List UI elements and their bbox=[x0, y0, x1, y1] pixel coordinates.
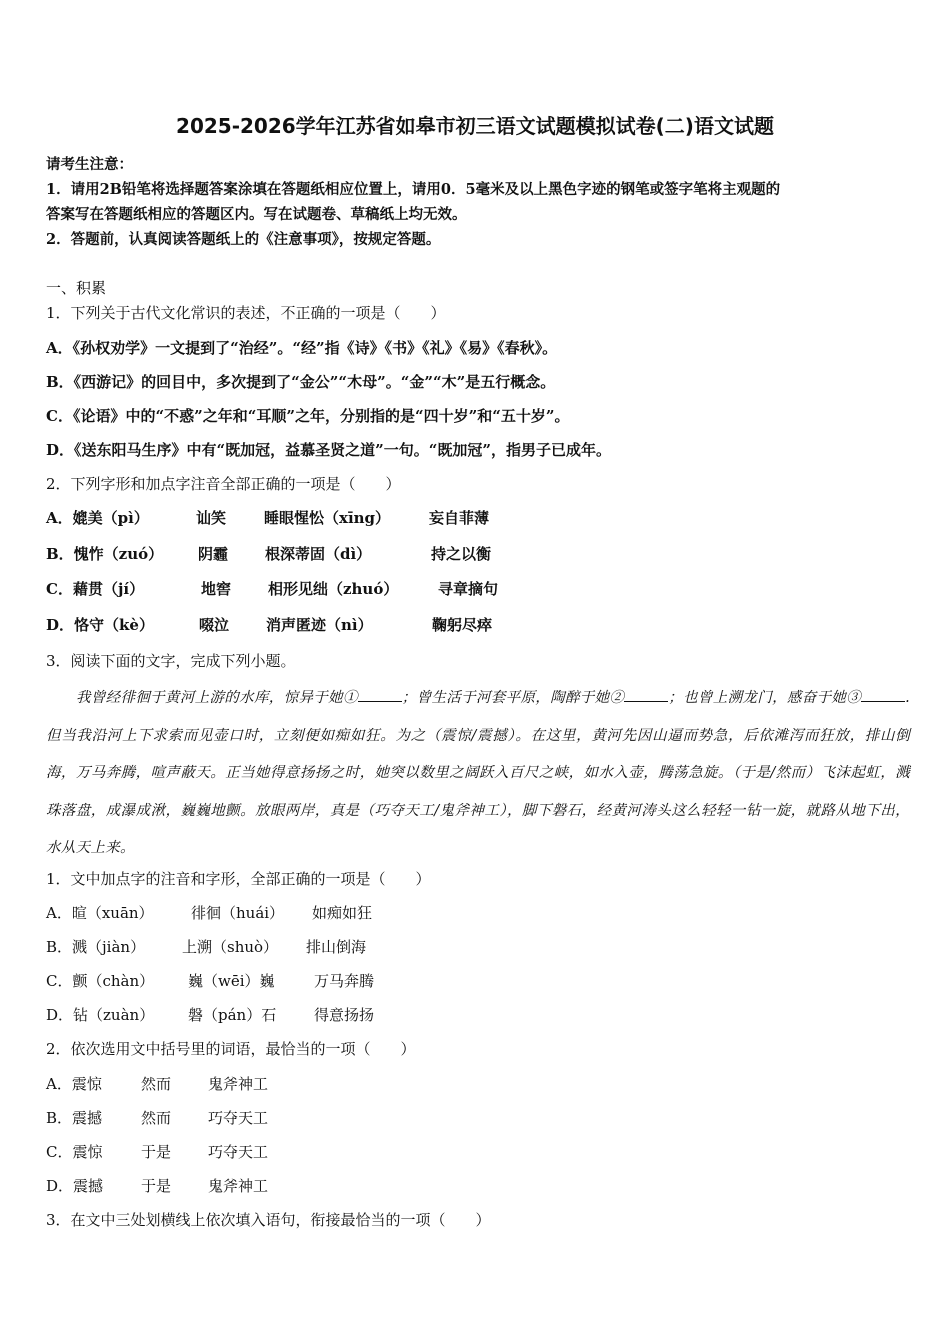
page-title: 2025-2026学年江苏省如皋市初三语文试题模拟试卷(二)语文试题 bbox=[176, 114, 774, 138]
q2-d-part2: 啜泣 bbox=[199, 616, 230, 634]
passage-part-2: ；曾生活于河套平原，陶醉于她② bbox=[401, 690, 625, 706]
sub1-a-part2: 徘徊（huái） bbox=[191, 904, 285, 922]
q2-b-part4: 持之以衡 bbox=[431, 545, 492, 563]
q1-option-a[interactable]: A．《孙权劝学》一文提到了“治经”。“经”指《诗》《书》《礼》《易》《春秋》。 bbox=[46, 339, 558, 357]
q2-a-part3: 睡眼惺忪（xīng） bbox=[264, 509, 391, 527]
sub1-d-part1: D．钻（zuàn） bbox=[46, 1006, 155, 1024]
notice-line-1b: 答案写在答题纸相应的答题区内。写在试题卷、草稿纸上均无效。 bbox=[46, 206, 467, 223]
q2-c-part3: 相形见绌（zhuó） bbox=[268, 580, 399, 598]
sub2-a-part2: 然而 bbox=[141, 1075, 172, 1093]
sub1-d-part2: 磐（pán）石 bbox=[188, 1006, 277, 1024]
notice-line-1a: 1．请用2B铅笔将选择题答案涂填在答题纸相应位置上，请用0．5毫米及以上黑色字迹的钢笔或签字笔将主观题的 bbox=[46, 181, 781, 198]
sub2-stem: 2．依次选用文中括号里的词语，最恰当的一项（ ） bbox=[46, 1040, 416, 1058]
sub1-stem: 1．文中加点字的注音和字形，全部正确的一项是（ ） bbox=[46, 870, 431, 888]
passage-part-5: .但当我沿河上下求索而见壶口时，立刻便如痴如狂。为之（震惊/震撼）。在这里，黄河先因山逼而势急，后依滩泻而狂放，排山倒海，万马奔腾，喧声蔽天。正当她得意扬扬之时，她突以数里之阔跃入百尺之峡，如水入壶，腾荡急旋。（于是/然而）飞沫起虹，溅珠落盘，成瀑成湫，巍巍地颤。放眼两岸，真是（巧夺天工/鬼斧神工），脚下磐石，经黄河涛头这么轻轻一钻一旋，就路从地下出，水从天上来。 bbox=[46, 690, 910, 856]
passage-part-3: ；也曾上溯龙门，感 bbox=[668, 690, 802, 706]
sub2-d-part2: 于是 bbox=[141, 1177, 172, 1195]
q2-a-part1: A．媲美（pì） bbox=[46, 509, 149, 527]
passage-part-1: 我曾经徘徊于黄河上游的水库，惊异于她① bbox=[76, 690, 358, 706]
sub2-d-part3: 鬼斧神工 bbox=[208, 1177, 269, 1195]
section-heading: 一、积累 bbox=[46, 279, 107, 297]
q1-option-b[interactable]: B．《西游记》的回目中，多次提到了“金公”“木母”。“金”“木”是五行概念。 bbox=[46, 373, 556, 391]
sub1-c-part3: 万马奔腾 bbox=[314, 972, 375, 990]
q2-b-part2: 阴霾 bbox=[198, 545, 229, 563]
q2-stem: 2．下列字形和加点字注音全部正确的一项是（ ） bbox=[46, 475, 401, 493]
sub2-d-part1: D．震撼 bbox=[46, 1177, 104, 1195]
reading-passage bbox=[46, 680, 910, 868]
notice-block bbox=[46, 152, 906, 252]
sub1-d-part3: 得意扬扬 bbox=[314, 1006, 375, 1024]
q1-stem: 1．下列关于古代文化常识的表述，不正确的一项是（ ） bbox=[46, 304, 446, 322]
q2-d-part1: D．恪守（kè） bbox=[46, 616, 154, 634]
sub2-b-part1: B．震撼 bbox=[46, 1109, 103, 1127]
q2-a-part4: 妄自菲薄 bbox=[429, 509, 490, 527]
sub2-a-part3: 鬼斧神工 bbox=[208, 1075, 269, 1093]
sub2-c-part2: 于是 bbox=[141, 1143, 172, 1161]
q2-b-part3: 根深蒂固（dì） bbox=[265, 545, 372, 563]
sub1-b-part1: B．溅（jiàn） bbox=[46, 938, 146, 956]
notice-line-2: 2．答题前，认真阅读答题纸上的《注意事项》，按规定答题。 bbox=[46, 231, 441, 248]
sub1-c-part1: C．颤（chàn） bbox=[46, 972, 155, 990]
sub2-c-part1: C．震惊 bbox=[46, 1143, 103, 1161]
blank-2 bbox=[624, 687, 668, 702]
q2-c-part1: C．藉贯（jí） bbox=[46, 580, 145, 598]
q2-b-part1: B．愧怍（zuó） bbox=[46, 545, 164, 563]
q3-stem: 3．阅读下面的文字，完成下列小题。 bbox=[46, 652, 296, 670]
sub2-b-part2: 然而 bbox=[141, 1109, 172, 1127]
sub1-a-part1: A．暄（xuān） bbox=[46, 904, 154, 922]
notice-heading: 请考生注意： bbox=[46, 156, 133, 173]
sub1-a-part3: 如痴如狂 bbox=[312, 904, 373, 922]
sub2-a-part1: A．震惊 bbox=[46, 1075, 102, 1093]
passage-part-4: 奋于她③ bbox=[801, 690, 862, 706]
q2-a-part2: 讪笑 bbox=[196, 509, 227, 527]
sub2-b-part3: 巧夺天工 bbox=[208, 1109, 269, 1127]
sub1-b-part2: 上溯（shuò） bbox=[182, 938, 279, 956]
q2-d-part3: 消声匿迹（nì） bbox=[266, 616, 373, 634]
q2-c-part2: 地窖 bbox=[201, 580, 232, 598]
blank-3 bbox=[861, 687, 905, 702]
q2-c-part4: 寻章摘句 bbox=[438, 580, 499, 598]
sub1-b-part3: 排山倒海 bbox=[306, 938, 367, 956]
q2-d-part4: 鞠躬尽瘁 bbox=[432, 616, 493, 634]
q1-option-d[interactable]: D．《送东阳马生序》中有“既加冠，益慕圣贤之道”一句。“既加冠”，指男子已成年。 bbox=[46, 441, 612, 459]
sub3-stem: 3．在文中三处划横线上依次填入语句，衔接最恰当的一项（ ） bbox=[46, 1211, 491, 1229]
q1-option-c[interactable]: C．《论语》中的“不惑”之年和“耳顺”之年，分别指的是“四十岁”和“五十岁”。 bbox=[46, 407, 570, 425]
sub2-c-part3: 巧夺天工 bbox=[208, 1143, 269, 1161]
sub1-c-part2: 巍（wēi）巍 bbox=[188, 972, 275, 990]
blank-1 bbox=[358, 687, 402, 702]
